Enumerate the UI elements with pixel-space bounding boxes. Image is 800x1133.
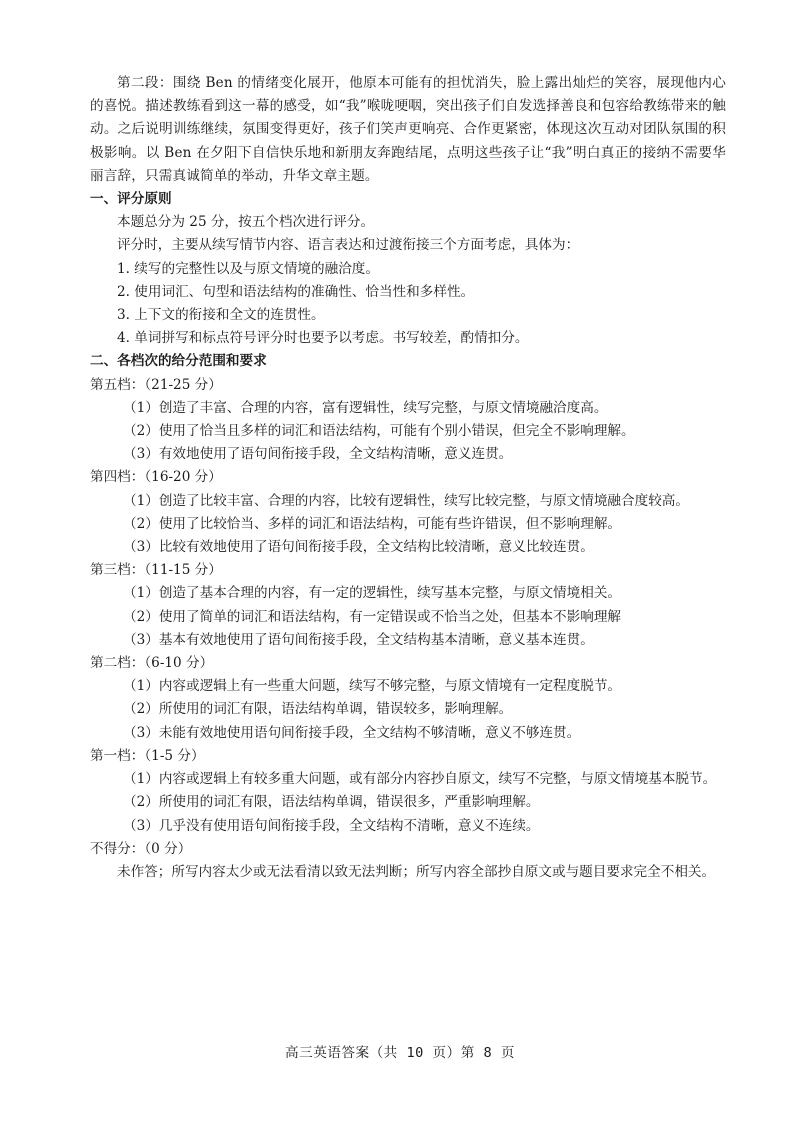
band-requirement: （1）创造了基本合理的内容，有一定的逻辑性，续写基本完整，与原文情境相关。	[123, 585, 622, 602]
band-title: 第五档：（21-25 分）	[90, 376, 222, 393]
band-title: 第四档：（16-20 分）	[90, 469, 222, 486]
paragraph-two-guidance: 第二段：围绕 Ben 的情绪变化展开，他原本可能有的担忧消失，脸上露出灿烂的笑容，展现他内心的喜悦。描述教练看到这一幕的感受，如“我”喉咙哽咽，突出孩子们自发选择善良和包容给教练带来的触动。之后说明训练继续，氛围变得更好，孩子们笑声更响亮、合作更紧密，体现这次互动对团队氛围的积极影响。以 Ben 在夕阳下自信快乐地和新朋友奔跑结尾，点明这些孩子让“我”明白真正的接纳不需要华丽言辞，只需真诚简单的举动，升华文章主题。	[90, 75, 726, 184]
band-requirement: （1）创造了丰富、合理的内容，富有逻辑性，续写完整，与原文情境融洽度高。	[123, 399, 608, 416]
band-requirement: （3）几乎没有使用语句间衔接手段，全文结构不清晰，意义不连续。	[123, 817, 540, 834]
section-heading-scoring-principles: 一、评分原则	[90, 191, 172, 208]
scoring-criterion: 1. 续写的完整性以及与原文情境的融洽度。	[117, 260, 379, 277]
scoring-criterion: 4. 单词拼写和标点符号评分时也要予以考虑。书写较差，酌情扣分。	[117, 330, 529, 347]
band-title: 第二档：（6-10 分）	[90, 655, 214, 672]
band-requirement: （1）内容或逻辑上有一些重大问题，续写不够完整，与原文情境有一定程度脱节。	[123, 678, 622, 695]
band-5	[90, 374, 726, 467]
band-requirement: （2）使用了恰当且多样的词汇和语法结构，可能有个别小错误，但完全不影响理解。	[123, 423, 635, 440]
band-requirement: （2）使用了比较恰当、多样的词汇和语法结构，可能有些许错误，但不影响理解。	[123, 515, 622, 532]
band-title: 第三档：（11-15 分）	[90, 562, 222, 579]
band-requirement: （1）创造了比较丰富、合理的内容，比较有逻辑性，续写比较完整，与原文情境融合度较高。	[123, 492, 689, 509]
band-title: 不得分：（0 分）	[90, 840, 192, 857]
band-title: 第一档：（1-5 分）	[90, 747, 205, 764]
band-requirement: （3）基本有效地使用了语句间衔接手段，全文结构基本清晰，意义基本连贯。	[123, 631, 594, 648]
page-content	[90, 72, 726, 884]
band-requirement: （1）内容或逻辑上有较多重大问题，或有部分内容抄自原文，续写不完整，与原文情境基本脱节。	[123, 771, 717, 788]
scoring-intro-criteria: 评分时，主要从续写情节内容、语言表达和过渡衔接三个方面考虑，具体为：	[117, 237, 580, 254]
band-zero-description: 未作答；所写内容太少或无法看清以致无法判断；所写内容全部抄自原文或与题目要求完全不相关。	[117, 863, 716, 880]
band-requirement: （2）所使用的词汇有限，语法结构单调，错误很多，严重影响理解。	[123, 794, 540, 811]
band-requirement: （2）所使用的词汇有限，语法结构单调，错误较多，影响理解。	[123, 701, 513, 718]
band-requirement: （2）使用了简单的词汇和语法结构，有一定错误或不恰当之处，但基本不影响理解	[123, 608, 622, 625]
band-zero	[90, 838, 726, 884]
band-requirement: （3）比较有效地使用了语句间衔接手段，全文结构比较清晰，意义比较连贯。	[123, 539, 594, 556]
band-1	[90, 745, 726, 838]
band-2	[90, 652, 726, 745]
page-footer: 高三英语答案（共 10 页）第 8 页	[285, 1045, 515, 1061]
scoring-intro-total: 本题总分为 25 分，按五个档次进行评分。	[117, 214, 375, 231]
section-heading-score-bands: 二、各档次的给分范围和要求	[90, 353, 267, 370]
band-4	[90, 466, 726, 559]
band-3	[90, 559, 726, 652]
band-requirement: （3）有效地使用了语句间衔接手段，全文结构清晰，意义连贯。	[123, 446, 513, 463]
scoring-criterion: 3. 上下文的衔接和全文的连贯性。	[117, 307, 325, 324]
scoring-criterion: 2. 使用词汇、句型和语法结构的准确性、恰当性和多样性。	[117, 283, 475, 300]
band-requirement: （3）未能有效地使用语句间衔接手段，全文结构不够清晰，意义不够连贯。	[123, 724, 581, 741]
